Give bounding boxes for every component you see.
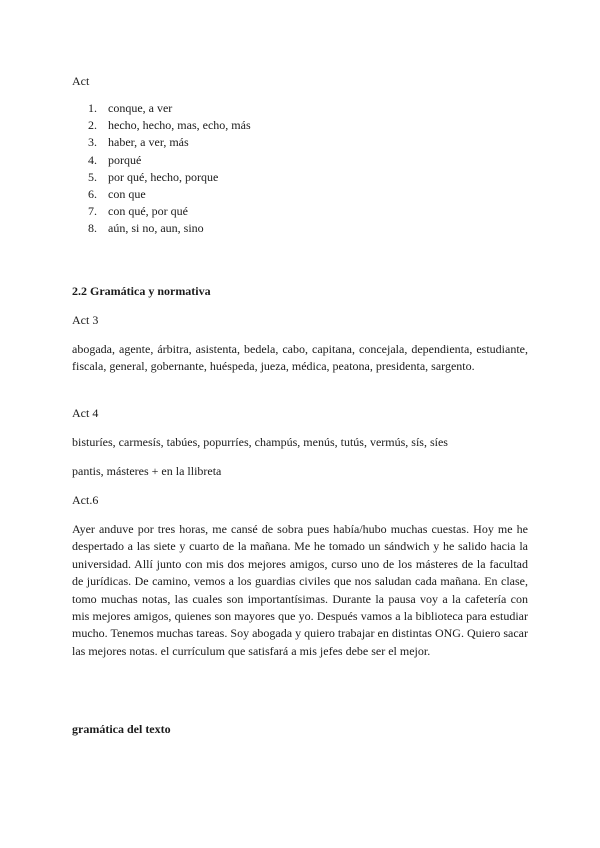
act4-line-2: pantis, másteres + en la llibreta [72, 464, 222, 478]
list-item-number: 7. [88, 204, 97, 219]
list-item [88, 134, 251, 151]
list-item-text: porqué [108, 152, 142, 167]
act6-label: Act.6 [72, 493, 99, 507]
list-item [88, 220, 251, 237]
list-item-text: conque, a ver [108, 101, 173, 115]
list-item-text: con que [108, 186, 146, 201]
list-item [88, 186, 251, 203]
list-item-number: 6. [88, 186, 97, 201]
list-item-number: 2. [88, 118, 97, 133]
list-item-number: 3. [88, 135, 97, 150]
list-item-text: hecho, hecho, mas, echo, más [108, 118, 251, 133]
list-item [88, 203, 251, 220]
act6-paragraph: Ayer anduve por tres horas, me cansé de sobra pues había/hubo muchas cuestas. Hoy me he despertado a las siete y cuarto de la mañana. Me he tomado un sándwich y he salido hacia la universidad. Allí junto con mis dos mejores amigos, curso uno de los másteres de la facultad de jurídicas. De camino, vemos a los guardias civiles que nos saludan cada mañana. En clase, tomo muchas notas, las cuales son importantísimas. Durante la pausa voy a la cafetería con mis mejores amigos, quienes son mayores que yo. Después vamos a la biblioteca para estudiar mucho. Tenemos muchas tareas. Soy abogada y quiero trabajar en distintas ONG. Quiero sacar las mejores notas. el currículum que satisfará a mis jefes debe ser el mejor. [72, 522, 528, 658]
final-heading: gramática del texto [72, 722, 171, 736]
list-item-number: 5. [88, 169, 97, 184]
list-item [88, 117, 251, 134]
list-item [88, 169, 251, 186]
list-item-text: por qué, hecho, porque [108, 169, 219, 184]
section-heading: 2.2 Gramática y normativa [72, 284, 211, 298]
list-item [88, 100, 251, 117]
list-item [88, 152, 251, 169]
act3-paragraph: abogada, agente, árbitra, asistenta, bedela, cabo, capitana, concejala, dependienta, estudiante, fiscala, general, gobernante, huéspeda, jueza, médica, peatona, presidenta, sargento. [72, 342, 528, 374]
act4-label: Act 4 [72, 406, 99, 420]
act-label-top: Act [72, 74, 90, 88]
list-item-text: haber, a ver, más [108, 135, 189, 150]
list-item-number: 1. [88, 101, 97, 115]
list-item-text: aún, si no, aun, sino [108, 221, 204, 236]
list-item-number: 4. [88, 152, 97, 167]
answer-list [88, 100, 251, 238]
act4-line-1: bisturíes, carmesís, tabúes, popurríes, champús, menús, tutús, vermús, sís, síes [72, 435, 448, 449]
act3-label: Act 3 [72, 313, 99, 327]
list-item-number: 8. [88, 221, 97, 236]
list-item-text: con qué, por qué [108, 204, 188, 219]
